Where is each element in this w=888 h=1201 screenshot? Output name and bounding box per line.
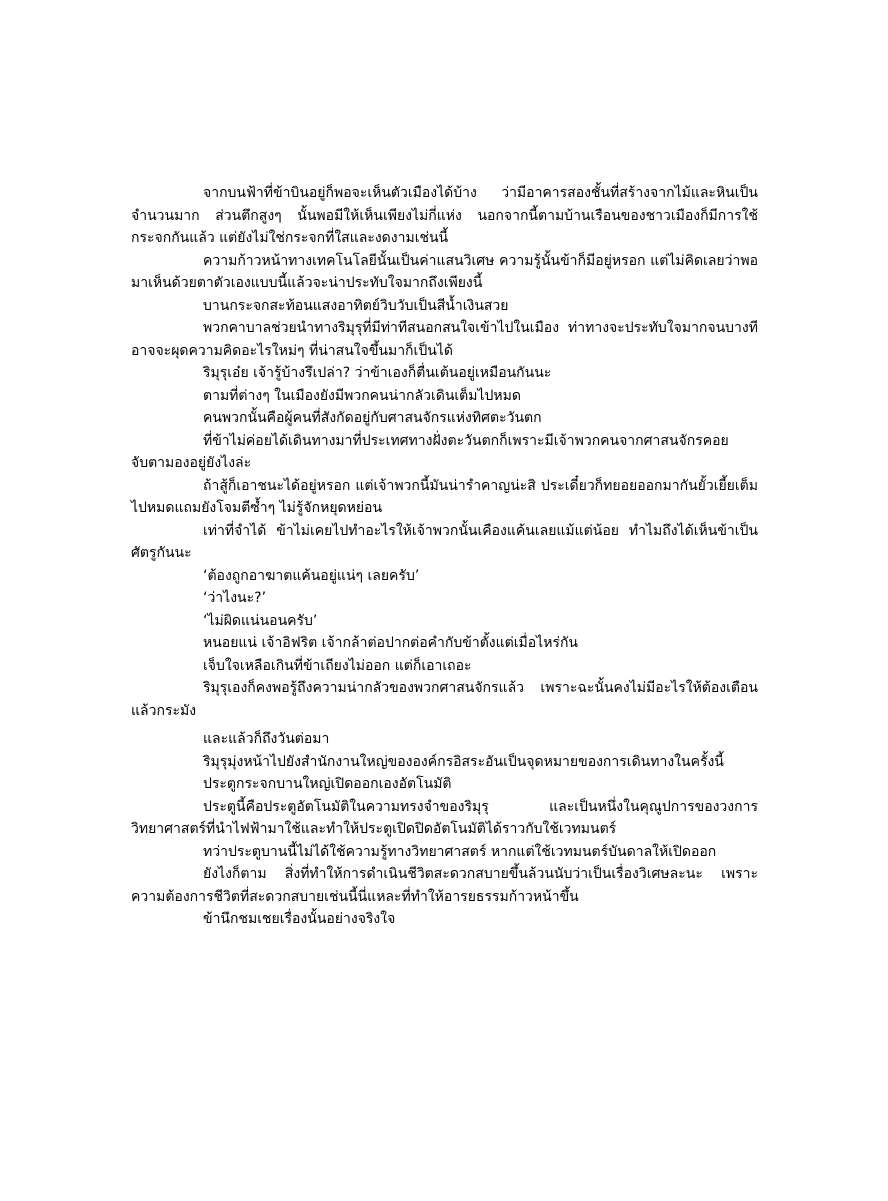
paragraph: พวกคาบาลช่วยนำทางริมุรุที่มีท่าทีสนอกสนใจเข้าไปในเมือง ท่าทางจะประทับใจมากจนบางทีอาจจะผุดความคิดอะไรใหม่ๆ ที่น่าสนใจขึ้นมาก็เป็นได้ — [131, 320, 758, 359]
paragraph: ริมุรุเองก็คงพอรู้ถึงความน่ากลัวของพวกศาสนจักรแล้ว เพราะฉะนั้นคงไม่มีอะไรให้ต้องเตือนแล้วกระมัง — [131, 680, 758, 719]
dialogue-line: ‘ว่าไงนะ?’ — [203, 590, 267, 606]
paragraph: เท่าที่จำได้ ข้าไม่เคยไปทำอะไรให้เจ้าพวกนั้นเคืองแค้นเลยแม้แต่น้อย ทำไมถึงได้เห็นข้าเป็นศัตรูกันนะ — [131, 522, 758, 561]
paragraph: คนพวกนั้นคือผู้คนที่สังกัดอยู่กับศาสนจักรแห่งทิศตะวันตก — [203, 410, 542, 426]
paragraph: ที่ข้าไม่ค่อยได้เดินทางมาที่ประเทศทางฝั่งตะวันตกก็เพราะมีเจ้าพวกคนจากศาสนจักรคอยจับตามองอยู่ยังไงล่ะ — [131, 432, 729, 471]
dialogue-line: ‘ต้องถูกอาฆาตแค้นอยู่แน่ๆ เลยครับ’ — [203, 567, 420, 584]
paragraph: บานกระจกสะท้อนแสงอาทิตย์วิบวับเป็นสีน้ำเงินสวย — [203, 297, 509, 314]
paragraph: ประตูนี้คือประตูอัตโนมัติในความทรงจำของริมุรุ และเป็นหนึ่งในคุณูปการของวงการวิทยาศาสตร์ที่นำไฟฟ้ามาใช้และทำให้ประตูเปิดปิดอัตโนมัติได้ราวกับใช้เวทมนตร์ — [131, 798, 758, 837]
paragraph: ข้านึกชมเชยเรื่องนั้นอย่างจริงใจ — [203, 911, 396, 927]
paragraph: ถ้าสู้ก็เอาชนะได้อยู่หรอก แต่เจ้าพวกนี้มันน่ารำคาญน่ะสิ ประเดี๋ยวก็ทยอยออกมากันยั้วเยี้ยเต็มไปหมดแถมยังโจมตีซ้ำๆ ไม่รู้จักหยุดหย่อน — [131, 477, 758, 516]
paragraph: ความก้าวหน้าทางเทคโนโลยีนั้นเป็นค่าแสนวิเศษ ความรู้นั้นข้าก็มีอยู่หรอก แต่ไม่คิดเลยว่าพอมาเห็นด้วยตาตัวเองแบบนี้แล้วจะน่าประทับใจมากถึงเพียงนี้ — [131, 252, 758, 291]
paragraph: เจ็บใจเหลือเกินที่ข้าเถียงไม่ออก แต่ก็เอาเถอะ — [203, 657, 472, 674]
paragraph: และแล้วก็ถึงวันต่อมา — [203, 731, 330, 747]
paragraph: ทว่าประตูบานนี้ไม่ได้ใช้ความรู้ทางวิทยาศาสตร์ หากแต่ใช้เวทมนตร์บันดาลให้เปิดออก — [203, 843, 717, 860]
document-body — [131, 182, 758, 931]
paragraph: จากบนฟ้าที่ข้าบินอยู่ก็พอจะเห็นตัวเมืองได้บ้าง ว่ามีอาคารสองชั้นที่สร้างจากไม้และหินเป็นจำนวนมาก ส่วนตึกสูงๆ นั้นพอมีให้เห็นเพียงไม่กี่แห่ง นอกจากนี้ตามบ้านเรือนของชาวเมืองก็มีการใช้กระจกกันแล้ว แต่ยังไม่ใช่กระจกที่ใสและงดงามเช่นนี้ — [131, 185, 758, 246]
paragraph: หนอยแน่ เจ้าอิฟริต เจ้ากล้าต่อปากต่อคำกับข้าตั้งแต่เมื่อไหร่กัน — [203, 635, 578, 651]
dialogue-line: ‘ไม่ผิดแน่นอนครับ’ — [203, 612, 318, 629]
paragraph: ประตูกระจกบานใหญ่เปิดออกเองอัตโนมัติ — [203, 776, 452, 792]
paragraph: ยังไงก็ตาม สิ่งที่ทำให้การดำเนินชีวิตสะดวกสบายขึ้นล้วนนับว่าเป็นเรื่องวิเศษละนะ เพราะความต้องการชีวิตที่สะดวกสบายเช่นนี้นี่แหละที่ทำให้อารยธรรมก้าวหน้าขึ้น — [131, 866, 758, 905]
paragraph: ตามที่ต่างๆ ในเมืองยังมีพวกคนน่ากลัวเดินเต็มไปหมด — [203, 387, 521, 404]
paragraph: ริมุรุเอ๋ย เจ้ารู้บ้างรึเปล่า? ว่าข้าเองก็ตื่นเต้นอยู่เหมือนกันนะ — [203, 365, 552, 381]
paragraph: ริมุรุมุ่งหน้าไปยังสำนักงานใหญ่ขององค์กรอิสระอันเป็นจุดหมายของการเดินทางในครั้งนี้ — [203, 753, 724, 770]
